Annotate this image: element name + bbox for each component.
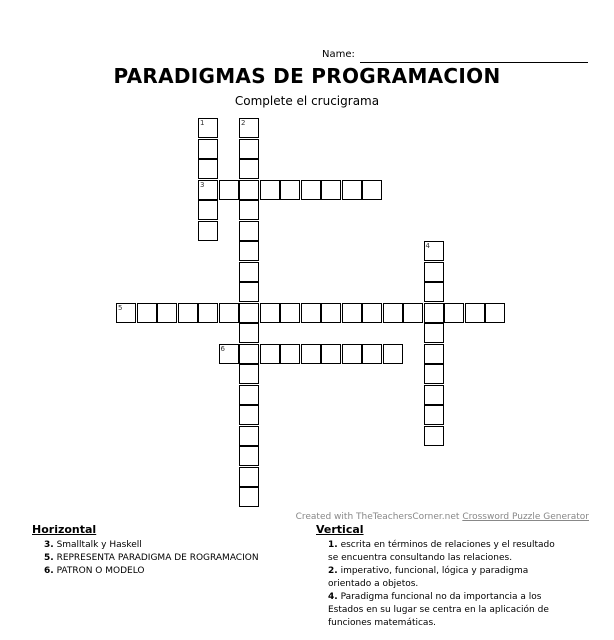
clue-number: 5.	[44, 553, 54, 563]
clue-number: 6.	[44, 566, 54, 576]
clue-number-label: 3	[200, 180, 205, 189]
grid-cell[interactable]	[321, 303, 341, 323]
clue-text: imperativo, funcional, lógica y paradigma	[340, 566, 529, 576]
grid-cell[interactable]	[239, 221, 259, 241]
grid-cell[interactable]	[239, 159, 259, 179]
grid-cell[interactable]	[362, 344, 382, 364]
grid-cell[interactable]	[157, 303, 177, 323]
grid-cell[interactable]	[424, 282, 444, 302]
grid-cell[interactable]	[383, 303, 403, 323]
grid-cell[interactable]	[239, 180, 259, 200]
clue-text: Smalltalk y Haskell	[56, 540, 142, 550]
grid-cell[interactable]	[465, 303, 485, 323]
grid-cell[interactable]	[362, 180, 382, 200]
clue-number-label: 6	[220, 344, 225, 353]
grid-cell[interactable]	[178, 303, 198, 323]
grid-cell[interactable]	[239, 344, 259, 364]
down-clue-1-cont	[328, 552, 512, 565]
grid-cell[interactable]	[485, 303, 505, 323]
grid-cell[interactable]	[280, 344, 300, 364]
grid-cell[interactable]	[239, 262, 259, 282]
credit-link[interactable]: Crossword Puzzle Generator	[462, 512, 589, 522]
grid-cell[interactable]	[239, 467, 259, 487]
clue-text: se encuentra consultando las relaciones.	[328, 553, 513, 563]
grid-cell[interactable]	[198, 200, 218, 220]
down-clue-1	[328, 539, 555, 552]
clue-number: 4.	[328, 592, 338, 602]
grid-cell[interactable]	[280, 180, 300, 200]
down-clue-4-cont	[328, 604, 549, 617]
grid-cell[interactable]	[342, 180, 362, 200]
clue-number: 1.	[328, 540, 338, 550]
grid-cell[interactable]	[239, 364, 259, 384]
grid-cell[interactable]	[424, 344, 444, 364]
clue-text: funciones matemáticas.	[328, 618, 436, 628]
grid-cell[interactable]	[444, 303, 464, 323]
grid-cell[interactable]	[424, 426, 444, 446]
grid-cell[interactable]	[301, 180, 321, 200]
grid-cell[interactable]	[239, 426, 259, 446]
clue-text: orientado a objetos.	[328, 579, 419, 589]
grid-cell[interactable]	[424, 364, 444, 384]
clue-number-label: 2	[241, 119, 246, 127]
grid-cell[interactable]	[260, 180, 280, 200]
credit-text	[296, 512, 589, 522]
clue-text: PATRON O MODELO	[56, 566, 145, 576]
page-title: PARADIGMAS DE PROGRAMACION	[113, 64, 501, 88]
grid-cell[interactable]	[301, 344, 321, 364]
clue-number: 2.	[328, 566, 338, 576]
down-heading: Vertical	[316, 523, 364, 536]
grid-cell[interactable]	[239, 323, 259, 343]
grid-cell[interactable]	[239, 303, 259, 323]
grid-cell[interactable]	[198, 303, 218, 323]
grid-cell[interactable]	[260, 344, 280, 364]
across-clue-6	[44, 565, 145, 578]
grid-cell[interactable]	[198, 139, 218, 159]
grid-cell[interactable]	[280, 303, 300, 323]
grid-cell[interactable]	[219, 303, 239, 323]
grid-cell[interactable]	[239, 282, 259, 302]
grid-cell[interactable]	[301, 303, 321, 323]
clue-text: REPRESENTA PARADIGMA DE ROGRAMACION	[56, 553, 259, 563]
clue-number-label: 4	[425, 242, 430, 250]
credit-prefix: Created with TheTeachersCorner.net	[295, 512, 460, 522]
grid-cell[interactable]	[137, 303, 157, 323]
clue-text: Estados en su lugar se centra en la aplicación de	[328, 605, 549, 615]
grid-cell[interactable]	[362, 303, 382, 323]
clue-number-label: 1	[200, 119, 205, 127]
across-clue-5	[44, 552, 259, 565]
grid-cell[interactable]	[424, 385, 444, 405]
clue-number-label: 5	[118, 303, 123, 312]
grid-cell[interactable]	[321, 344, 341, 364]
across-heading: Horizontal	[32, 523, 97, 536]
grid-cell[interactable]	[424, 303, 444, 323]
down-clue-4	[328, 591, 542, 604]
page-subtitle: Complete el crucigrama	[234, 94, 380, 108]
clue-number: 3.	[44, 540, 54, 550]
grid-cell[interactable]	[321, 180, 341, 200]
down-clue-2-cont	[328, 578, 418, 591]
grid-cell[interactable]	[342, 344, 362, 364]
grid-cell[interactable]	[198, 159, 218, 179]
grid-cell[interactable]	[239, 139, 259, 159]
name-label: Name:	[322, 49, 355, 60]
down-clue-4-cont2	[328, 617, 436, 630]
grid-cell[interactable]	[239, 405, 259, 425]
grid-cell[interactable]	[424, 405, 444, 425]
grid-cell[interactable]	[219, 180, 239, 200]
clue-text: Paradigma funcional no da importancia a los	[340, 592, 542, 602]
grid-cell[interactable]	[383, 344, 403, 364]
grid-cell[interactable]	[239, 385, 259, 405]
down-clue-2	[328, 565, 528, 578]
grid-cell[interactable]	[239, 200, 259, 220]
grid-cell[interactable]	[239, 487, 259, 507]
grid-cell[interactable]	[198, 221, 218, 241]
grid-cell[interactable]	[239, 241, 259, 261]
grid-cell[interactable]	[424, 323, 444, 343]
grid-cell[interactable]	[260, 303, 280, 323]
across-clue-3	[44, 539, 142, 552]
grid-cell[interactable]	[424, 262, 444, 282]
grid-cell[interactable]	[342, 303, 362, 323]
grid-cell[interactable]	[239, 446, 259, 466]
grid-cell[interactable]	[403, 303, 423, 323]
clue-text: escrita en términos de relaciones y el resultado	[340, 540, 555, 550]
